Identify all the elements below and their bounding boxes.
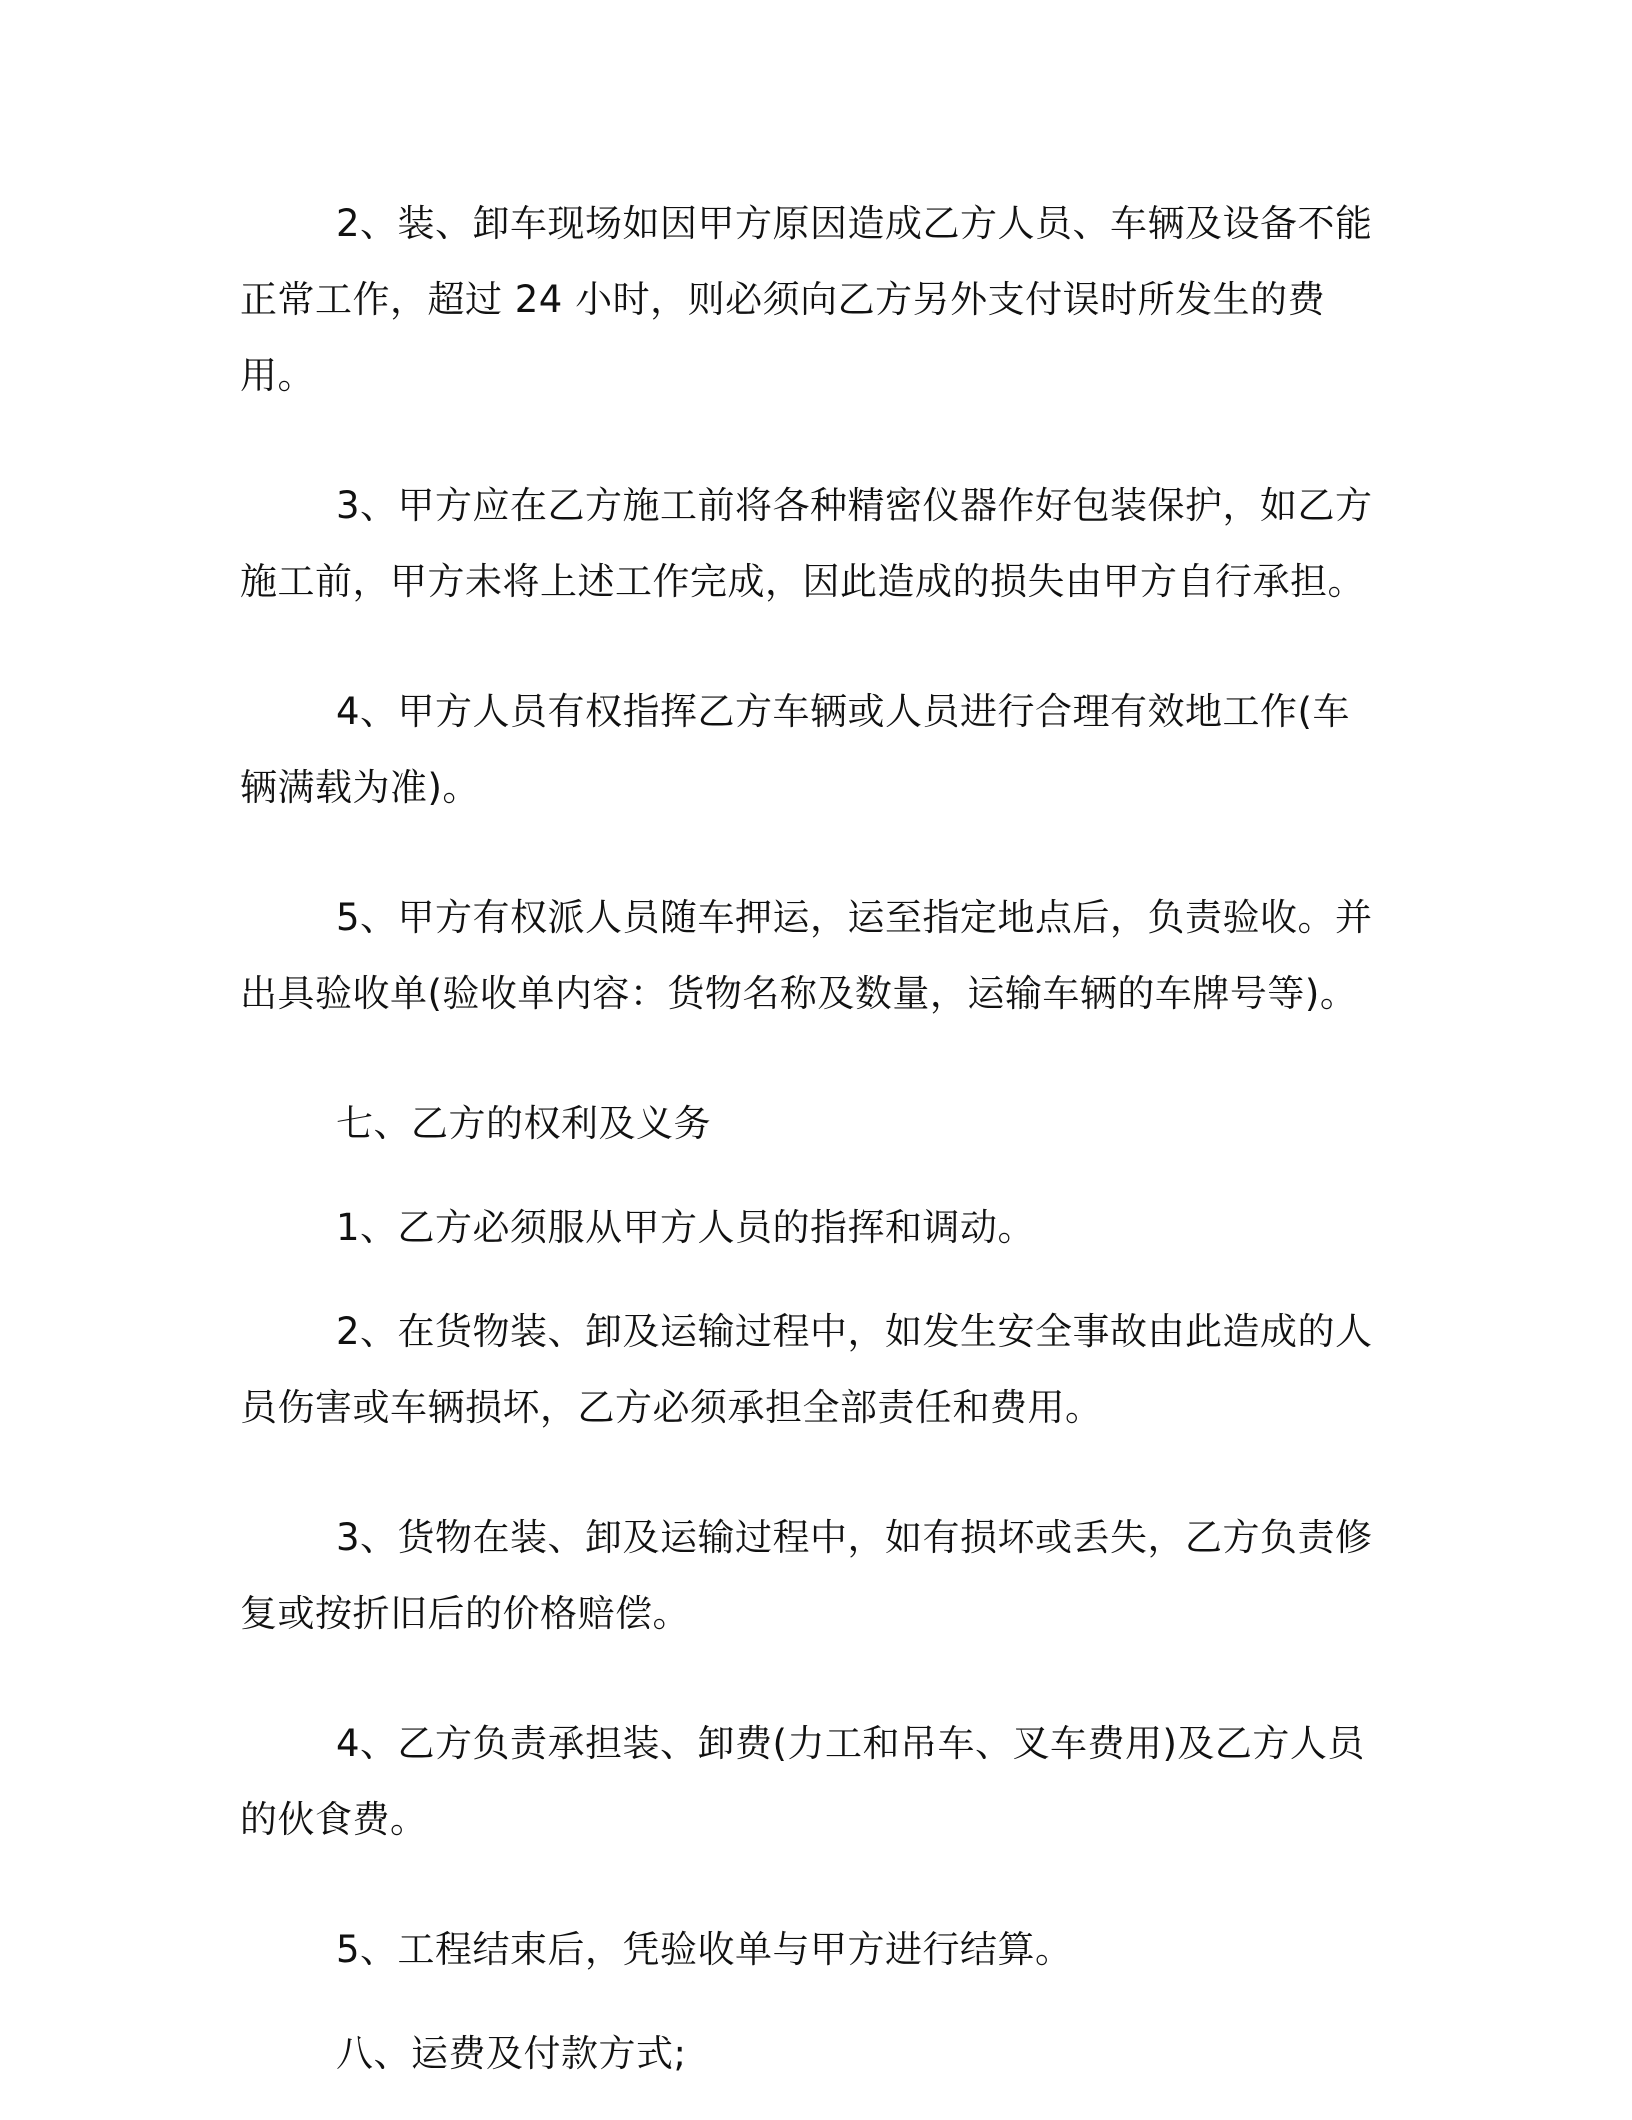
paragraph-item-4-loading-costs: 4、乙方负责承担装、卸费(力工和吊车、叉车费用)及乙方人员的伙食费。 xyxy=(240,1722,1365,1841)
section-heading-party-b-rights: 七、乙方的权利及义务 xyxy=(336,1102,711,1145)
paragraph-item-5-settlement: 5、工程结束后，凭验收单与甲方进行结算。 xyxy=(336,1928,1073,1971)
paragraph-item-1-obey-command: 1、乙方必须服从甲方人员的指挥和调动。 xyxy=(336,1206,1036,1249)
paragraph-item-3-instrument-protection: 3、甲方应在乙方施工前将各种精密仪器作好包装保护，如乙方施工前，甲方未将上述工作完成，因此造成的损失由甲方自行承担。 xyxy=(240,484,1373,603)
paragraph-item-2-delay-fee: 2、装、卸车现场如因甲方原因造成乙方人员、车辆及设备不能正常工作，超过 24 小时，则必须向乙方另外支付误时所发生的费用。 xyxy=(240,202,1373,397)
paragraph-item-5-escort-acceptance: 5、甲方有权派人员随车押运，运至指定地点后，负责验收。并出具验收单(验收单内容：货物名称及数量，运输车辆的车牌号等)。 xyxy=(240,896,1373,1015)
paragraph-item-2-safety-liability: 2、在货物装、卸及运输过程中，如发生安全事故由此造成的人员伤害或车辆损坏，乙方必须承担全部责任和费用。 xyxy=(240,1310,1373,1429)
paragraph-item-3-damage-compensation: 3、货物在装、卸及运输过程中，如有损坏或丢失，乙方负责修复或按折旧后的价格赔偿。 xyxy=(240,1516,1373,1635)
paragraph-item-4-command-rights: 4、甲方人员有权指挥乙方车辆或人员进行合理有效地工作(车辆满载为准)。 xyxy=(240,690,1350,809)
section-heading-freight-payment: 八、运费及付款方式; xyxy=(336,2032,687,2075)
document-body xyxy=(240,186,1380,2120)
